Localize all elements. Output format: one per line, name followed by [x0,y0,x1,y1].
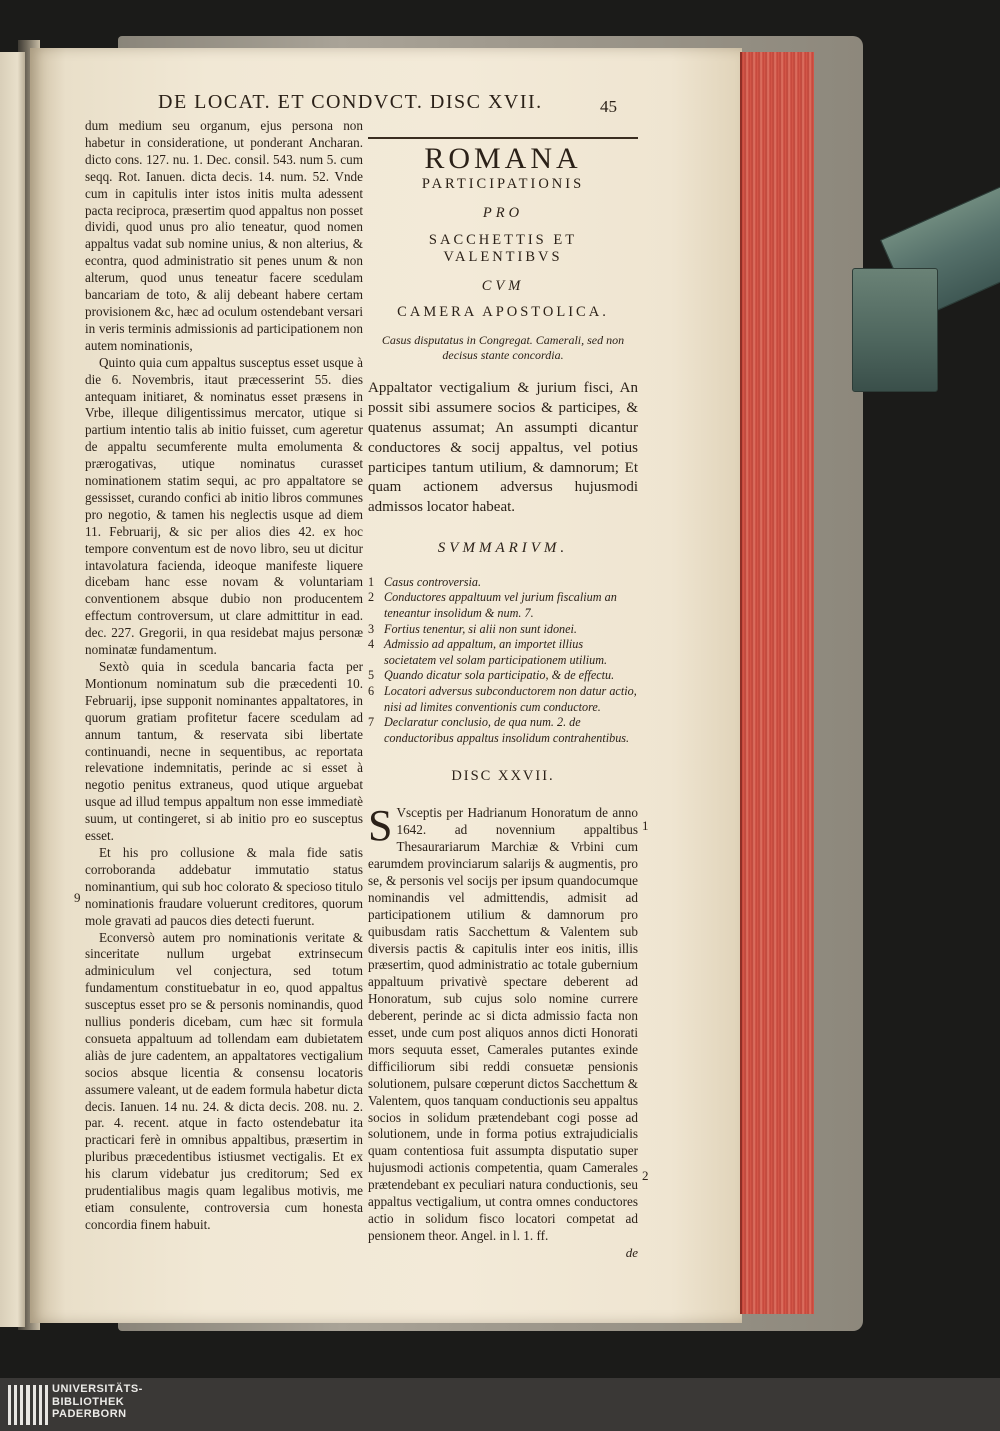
running-head: DE LOCAT. ET CONDVCT. DISC XVII. [158,91,543,113]
library-footer [0,1378,1000,1431]
summary-text: Admissio ad appaltum, an importet illius societatem vel solam participationem utilium. [384,637,608,667]
summary-number: 7 [368,715,375,730]
case-subtitle: CAMERA APOSTOLICA. [397,304,609,321]
right-column [368,137,638,1262]
summary-number: 4 [368,637,375,652]
summary-item [368,622,638,638]
case-note: Casus disputatus in Congregat. Camerali, sed non decisus stante concordia. [381,333,625,363]
summary-number: 5 [368,668,375,683]
paragraph: Sextò quia in scedula bancaria facta per Montionum nominatum sub die præcedenti 10. Februarij, ipse supponit nominantes appaltatores, in quorum gratiam profitetur facere scedulam ad annum tantum, & reservata sibi libertate continuandi, necne in sequentibus, ac reportata relevatione indemnitatis, perinde ac si esset à negotio penitus extraneus, quod utique arguebat usque ad illud tempus appaltum non esse immediatè suum, ut contingeret, si ab initio pro eo susceptus esset. [85,659,363,844]
summary-text: Conductores appaltuum vel jurium fiscalium an teneantur insolidum & num. 7. [384,590,617,621]
summary-item [368,637,638,668]
case-title: ROMANA [424,142,582,175]
case-subtitle: PARTICIPATIONIS [421,175,585,192]
paragraph: Econversò autem pro nominationis veritate & sinceritate nullum urgebat extrinsecum adminiculum vel conjectura, sed totum fundamentum constituebatur in eo, quod appaltus susceptus esset pro se & personis nominandis, quod nullius ponderis dicebam, cum hæc sit formula consueta appaltuum ad tollendam eam dubietatem aliàs de jure cadentem, an appaltatores vectigalium socios absque licentia & consensu locatoris assumere valeant, ut de eadem formula habetur dicta decis. Ianuen. 14 nu. 24. & dicta decis. 208. nu. 2. par. 4. recent. atque in facto ostendebatur ita practicari ferè in omnibus appaltibus, præsertim in pluribus præcedentibus istiusmet vectigalis. Et ex his clarum videbatur jus creditorum; Sed ex prudentialibus magis quam legalibus motivis, me etiam consulente, controversia cum honesta concordia finem habuit. [85,929,363,1232]
summary-number: 2 [368,590,375,605]
summary-number: 3 [368,621,375,636]
page-number: 45 [600,97,617,116]
facing-page-edge [0,52,25,1327]
left-column [85,118,363,1234]
case-subtitle: PRO [482,204,524,221]
summary-item [368,668,638,684]
library-logo-icon [8,1385,48,1425]
disc-heading: DISC XXVII. [451,768,555,785]
drop-cap: S [368,801,393,851]
summary-item [368,715,638,746]
summary-item [368,684,638,715]
summary-text: Quando dicatur sola participatio, & de effectu. [384,668,615,683]
paragraph: dum medium seu organum, ejus persona non habetur in consideratione, ut ponderant Ancharan. dicto cons. 127. nu. 1. Dec. consil. 543. num 5. cum seqq. Rot. Ianuen. dicta decis. 14. num. 52. Vnde cum in capitulis inter istos initis multa adessent pacta reciproca, præsertim quod appaltus non posset dividi, quod unus pro alio teneatur, quod nomen appaltus vadat sub nomine unius, & non alterius, & econtra, quod administratio sit penes unum & non alterum, quod unus teneatur facere scedulam bancariam de toto, & alij debeant habere certam provisionem &c, hæc ad oculum ostendebant versari in veris terminis admissionis ad participationem non autem nominationis, [85,118,363,353]
case-subtitle: CVM [481,277,525,294]
summary-item [368,575,638,591]
summary-text: Fortius tenentur, si alii non sunt idonei. [384,621,577,636]
case-argument: Appaltator vectigalium & jurium fisci, An possit sibi assumere socios & participes, & quatenus assumat; An assumpti dicantur conductores & socij appaltus, vel potius participes tantum utilium, & damnorum; Et quam actionem adversus hujusmodi admissos locator habeat. [368,380,638,516]
summary-number: 6 [368,683,375,698]
paragraph: Quinto quia cum appaltus susceptus esset usque à die 6. Novembris, itaut præcesserint 55. dies antequam initiaret, & nominatus esset præsens in Vrbe, illeque diligentissimus mercator, utique si partium intentio talis ab initio fuisset, cum ageretur de appaltu secumferente multa emolumenta & prærogativas, utique nominatus curasset nominationem statim sequi, ac pro appaltatore se gessisset, curando confici ab initio libros communes pro negotio, & tamen his neglectis usque ad diem 11. Februarij, & sic per alios dies 42. ex hoc tempore conventum est de novo libro, seu ut dicitur intavolatura facienda, ideoque manifeste liquere dicebam hanc esse novam & voluntariam conventionem absque dubio non producentem effectum controversum, ut clare admittitur in ead. dec. 227. Gregorii, in qua residebat majus personæ nominatæ fundamentum. [85,354,363,658]
summary-text: Casus controversia. [384,574,482,589]
library-name-line: BIBLIOTHEK [52,1395,125,1408]
title-rule [368,137,638,139]
margin-number: 2 [642,1168,649,1183]
library-name-line: UNIVERSITÄTS- [52,1383,143,1395]
library-name [52,1383,143,1421]
summary-number: 1 [368,574,375,589]
summary-text: Locatori adversus subconductorem non datur actio, nisi ad limites conventionis cum conductore. [384,683,637,714]
summary-title: SVMMARIVM. [437,539,569,556]
summary-item [368,590,638,621]
body-text [368,801,638,1245]
catchword: de [625,1244,638,1260]
case-subtitle: SACCHETTIS ET VALENTIBVS [428,231,578,265]
margin-number: 9 [74,890,81,905]
summary-text: Declaratur conclusio, de qua num. 2. de conductoribus appaltus insolidum contrahentibus. [384,715,630,745]
red-page-edges [740,52,814,1314]
paragraph: Et his pro collusione & mala fide satis corroboranda addebatur immutatio status nominantium, qui sub hoc colorato & specioso titulo nominationis fraudare voluerunt creditores, quorum mole gravati ad paucos dies detecti fuerunt. [85,844,363,928]
margin-number: 1 [642,818,649,833]
metal-clasp [852,268,938,392]
summary-list [368,575,638,747]
library-name-line: PADERBORN [52,1408,127,1420]
body-paragraph: Vsceptis per Hadrianum Honoratum de anno 1642. ad novennium appaltibus Thesaurariarum Marchiæ & Vrbini cum earumdem provinciarum salarijs & augmentis, pro se, & personis vel socijs per ipsum quandocumque nominandis vel admittendis, admisit ad participationem utilium & damnorum pro quibusdam ratis Sacchettum & Valentem sub diversis pactis & capitulis inter eos initis, illis præsertim, quod administratio ac totale gubernium appaltuum privativè spectare deberent ad Honoratum, sub cujus solo nomine currere deberent, perinde ac si dicta admissio facta non esset, unde cum post aliquos annos dicti Honorati mors sequuta esset, Camerales putantes exinde difficiliorum sibi reddi consuetæ pensionis solutionem, pulsare cœperunt dictos Sacchettum & Valentem, quos tanquam conductionis seu appaltus socios in solidum prætendebant cogi posse ad solutionem, unde in forma potius extrajudicialis quam contentiosa fuit assumpta disputatio super hujusmodi actionis competentia, quam Camerales prætendebant ex peculiari natura conductionis, seu appaltus vectigalium, ut contra omnes conductores actio in solidum fisco locatori competat ad pensionem theor. Angel. in l. 1. ff. [368,805,638,1243]
